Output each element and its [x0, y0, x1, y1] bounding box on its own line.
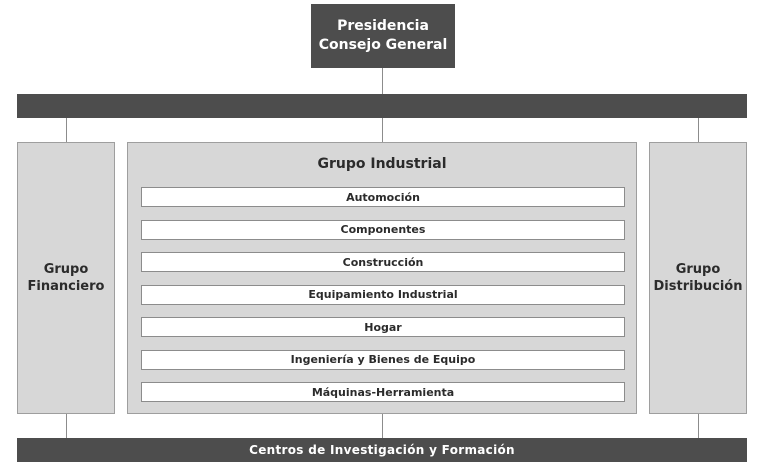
connector-top [382, 68, 383, 94]
grupo-distribucion-line1: Grupo [675, 262, 721, 277]
presidencia-box [311, 4, 455, 68]
grupo-financiero-line1: Grupo [43, 262, 89, 277]
division-item: Equipamiento Industrial [141, 285, 625, 305]
division-item: Hogar [141, 317, 625, 337]
grupo-distribucion-box [649, 142, 747, 414]
centros-label: Centros de Investigación y Formación [249, 443, 515, 457]
grupo-distribucion-line2: Distribución [653, 279, 743, 294]
division-item: Máquinas-Herramienta [141, 382, 625, 402]
grupo-financiero-line2: Financiero [27, 279, 105, 294]
division-item: Automoción [141, 187, 625, 207]
connector-right-lower [698, 414, 699, 438]
connector-center-upper [382, 118, 383, 142]
division-item: Construcción [141, 252, 625, 272]
division-item: Componentes [141, 220, 625, 240]
grupo-industrial-title: Grupo Industrial [317, 156, 447, 172]
connector-right-upper [698, 118, 699, 142]
connector-left-upper [66, 118, 67, 142]
top-bar [17, 94, 747, 118]
grupo-financiero-box [17, 142, 115, 414]
industrial-division-list [141, 187, 625, 415]
presidencia-line1: Presidencia [337, 18, 429, 34]
division-item: Ingeniería y Bienes de Equipo [141, 350, 625, 370]
grupo-industrial-box [127, 142, 637, 414]
presidencia-line2: Consejo General [318, 37, 448, 53]
centros-bar [17, 438, 747, 462]
connector-center-lower [382, 414, 383, 438]
connector-left-lower [66, 414, 67, 438]
